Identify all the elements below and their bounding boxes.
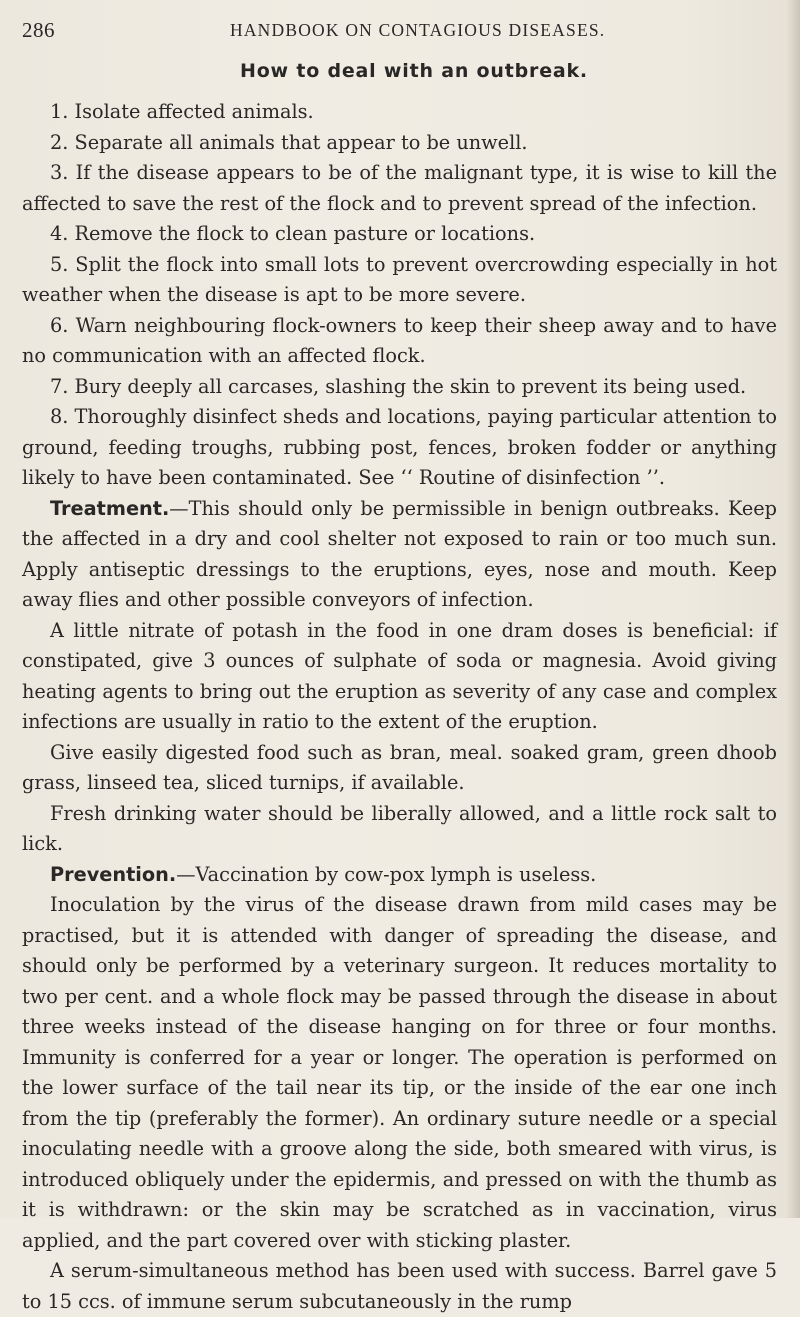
prevention-paragraph xyxy=(22,860,777,891)
step-6: 6. Warn neighbouring flock-owners to keep their sheep away and to have no communication with an affected flock. xyxy=(22,313,777,367)
paragraph-nitrate: A little nitrate of potash in the food in one dram doses is beneficial: if constipated, give 3 ounces of sulphate of soda or magnesia. Avoid giving heating agents to bring out the eruption as severity of any case and complex infections are usually in ratio to the extent of the eruption. xyxy=(22,618,777,733)
page-number: 286 xyxy=(22,18,55,42)
page-edge-shadow xyxy=(786,0,800,1218)
paragraph-water: Fresh drinking water should be liberally allowed, and a little rock salt to lick. xyxy=(22,801,777,855)
step-2: 2. Separate all animals that appear to be unwell. xyxy=(50,130,528,154)
prevention-text: —Vaccination by cow-pox lymph is useless. xyxy=(176,862,597,886)
step-1: 1. Isolate affected animals. xyxy=(50,100,314,123)
step-8: 8. Thoroughly disinfect sheds and locations, paying particular attention to ground, feeding troughs, rubbing post, fences, broken fodder or anything likely to have been contaminated. See ‘‘ Routine of disinfection ’’. xyxy=(22,405,777,489)
step-7: 7. Bury deeply all carcases, slashing the skin to prevent its being used. xyxy=(50,374,747,398)
treatment-paragraph xyxy=(22,494,777,616)
step-4: 4. Remove the flock to clean pasture or locations. xyxy=(50,222,536,245)
step-3: 3. If the disease appears to be of the malignant type, it is wise to kill the affected to save the rest of the flock and to prevent spread of the infection. xyxy=(22,161,777,215)
step-5: 5. Split the flock into small lots to prevent overcrowding especially in hot weather when the disease is apt to be more severe. xyxy=(22,252,777,306)
page-header xyxy=(22,18,770,46)
body-text xyxy=(22,97,777,1317)
prevention-label: Prevention. xyxy=(50,862,177,886)
paragraph-inoculation: Inoculation by the virus of the disease drawn from mild cases may be practised, but it is attended with danger of spreading the disease, and should only be performed by a veterinary surgeon. It reduces mortality to two per cent. and a whole flock may be passed through the disease in about three weeks instead of the disease hanging on for three or four months. Immunity is conferred for a year or longer. The operation is performed on the lower surface of the tail near its tip, or the inside of the ear one inch from the tip (preferably the former). An ordinary suture needle or a special inoculating needle with a groove along the side, both smeared with virus, is introduced obliquely under the epidermis, and pressed on with the thumb as it is withdrawn: or the skin may be scratched as in vaccination, virus applied, and the part covered over with sticking plaster. xyxy=(22,893,777,1252)
treatment-label: Treatment. xyxy=(50,496,170,520)
paragraph-serum: A serum-simultaneous method has been used with success. Barrel gave 5 to 15 ccs. of immune serum subcutaneously in the rump xyxy=(22,1259,777,1313)
paragraph-food: Give easily digested food such as bran, meal. soaked gram, green dhoob grass, linseed tea, sliced turnips, if available. xyxy=(22,740,777,794)
running-head: HANDBOOK ON CONTAGIOUS DISEASES. xyxy=(230,20,606,40)
treatment-text: —This should only be permissible in benign outbreaks. Keep the affected in a dry and cool shelter not exposed to rain or too much sun. Apply antiseptic dressings to the eruptions, eyes, nose and mouth. Keep away flies and other possible conveyors of infection. xyxy=(22,496,777,611)
section-heading: How to deal with an outbreak. xyxy=(240,60,588,82)
